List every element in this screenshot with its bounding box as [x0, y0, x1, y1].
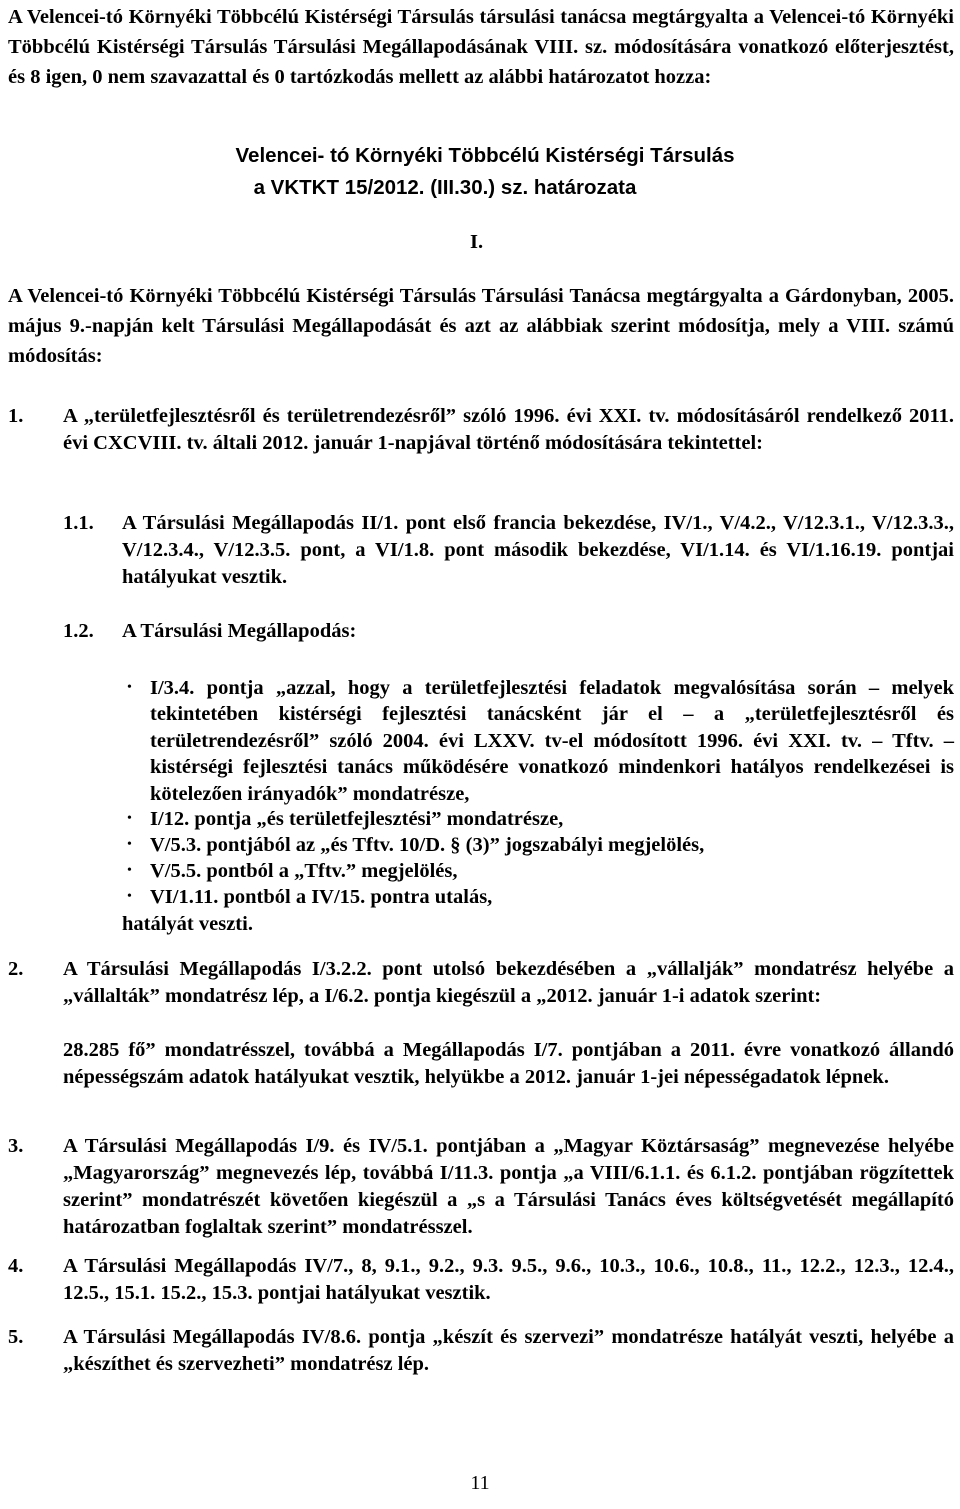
item-1-text: A „területfejlesztésről és területrendezésről” szóló 1996. évi XXI. tv. módosításáról rendelkező 2011. évi CXCVIII. tv. általi 2012. január 1-napjával történő módosítására tekintettel:	[63, 405, 954, 454]
item-3-text: A Társulási Megállapodás I/9. és IV/5.1. pontjában a „Magyar Köztársaság” megnevezése helyébe „Magyarország” megnevezés lép, továbbá I/11.3. pontja „a VIII/6.1.1. és 6.1.2. pontjában rögzítettek szerint” mondatrészét követően kiegészül a „s a Társulási Tanács éves költségvetését megállapító határozatban foglaltak szerint” mondatrésszel.	[63, 1135, 954, 1238]
item-4-number: 4.	[8, 1255, 24, 1277]
item-2-text: A Társulási Megállapodás I/3.2.2. pont utolsó bekezdésében a „vállalják” mondatrész helyébe a „vállalták” mondatrész lép, a I/6.2. pontja kiegészül a „2012. január 1-i adatok szerint:	[63, 958, 954, 1007]
item-1-2-number: 1.2.	[63, 620, 94, 642]
heading-line-1: Velencei- tó Környéki Többcélú Kistérségi Társulás	[235, 144, 735, 167]
item-1-number: 1.	[8, 405, 24, 427]
item-1-1-number: 1.1.	[63, 512, 94, 534]
intro-paragraph: A Velencei-tó Környéki Többcélú Kistérségi Társulás társulási tanácsa megtárgyalta a Velencei-tó Környéki Többcélú Kistérségi Társulás Társulási Megállapodásának VIII. sz. módosítására vonatkozó előterjesztést, és 8 igen, 0 nem szavazattal és 0 tartózkodás mellett az alábbi határozatot hozza:	[8, 6, 954, 88]
heading-line-2: a VKTKT 15/2012. (III.30.) sz. határozata	[253, 176, 637, 199]
bullet-item: V/5.5. pontból a „Tftv.” megjelölés,	[150, 860, 458, 882]
section-roman-numeral: I.	[470, 231, 484, 253]
bullet-item: I/3.4. pontja „azzal, hogy a területfejlesztési feladatok megvalósítása során – melyek tekintetében kistérségi fejlesztési tanácsként jár el – a „területfejlesztésről és területrendezésről” szóló 2004. évi LXXV. tv-el módosított 1996. évi XXI. tv. – Tftv. – kistérségi fejlesztési tanács működésére vonatkozó mindenkori hatályos rendelkezései is kötelezően irányadók” mondatrésze,	[150, 677, 954, 805]
bullet-marker: •	[127, 837, 132, 852]
item-1-1-text: A Társulási Megállapodás II/1. pont első francia bekezdése, IV/1., V/4.2., V/12.3.1., V/12.3.3., V/12.3.4., V/12.3.5. pont, a VI/1.8. pont második bekezdése, VI/1.14. és VI/1.16.19. pontjai hatályukat vesztik.	[122, 512, 954, 588]
item-3-number: 3.	[8, 1135, 24, 1157]
item-5-text: A Társulási Megállapodás IV/8.6. pontja „készít és szervezi” mondatrésze hatályát veszti, helyébe a „készíthet és szervezheti” mondatrész lép.	[63, 1326, 954, 1375]
bullet-marker: •	[127, 889, 132, 904]
main-paragraph: A Velencei-tó Környéki Többcélú Kistérségi Társulás Társulási Tanácsa megtárgyalta a Gárdonyban, 2005. május 9.-napján kelt Társulási Megállapodását és azt az alábbiak szerint módosítja, mely a VIII. számú módosítás:	[8, 285, 954, 367]
item-1-2-text: A Társulási Megállapodás:	[122, 620, 357, 642]
bullet-item: I/12. pontja „és területfejlesztési” mondatrésze,	[150, 808, 564, 830]
bullet-item: V/5.3. pontjából az „és Tftv. 10/D. § (3)” jogszabályi megjelölés,	[150, 834, 705, 856]
item-4-text: A Társulási Megállapodás IV/7., 8, 9.1., 9.2., 9.3. 9.5., 9.6., 10.3., 10.6., 10.8., 11., 12.2., 12.3., 12.4., 12.5., 15.1. 15.2., 15.3. pontjai hatályukat vesztik.	[63, 1255, 954, 1304]
bullet-marker: •	[127, 680, 132, 695]
item-2-text-continued: 28.285 fő” mondatrésszel, továbbá a Megállapodás I/7. pontjában a 2011. évre vonatkozó állandó népességszám adatok hatályukat vesztik, helyükbe a 2012. január 1-jei népességadatok lépnek.	[63, 1039, 954, 1088]
bullet-item: VI/1.11. pontból a IV/15. pontra utalás,	[150, 886, 493, 908]
bullet-marker: •	[127, 863, 132, 878]
bullet-marker: •	[127, 811, 132, 826]
page-number: 11	[470, 1472, 490, 1494]
item-2-number: 2.	[8, 958, 24, 980]
item-5-number: 5.	[8, 1326, 24, 1348]
bullets-tail: hatályát veszti.	[122, 913, 253, 935]
